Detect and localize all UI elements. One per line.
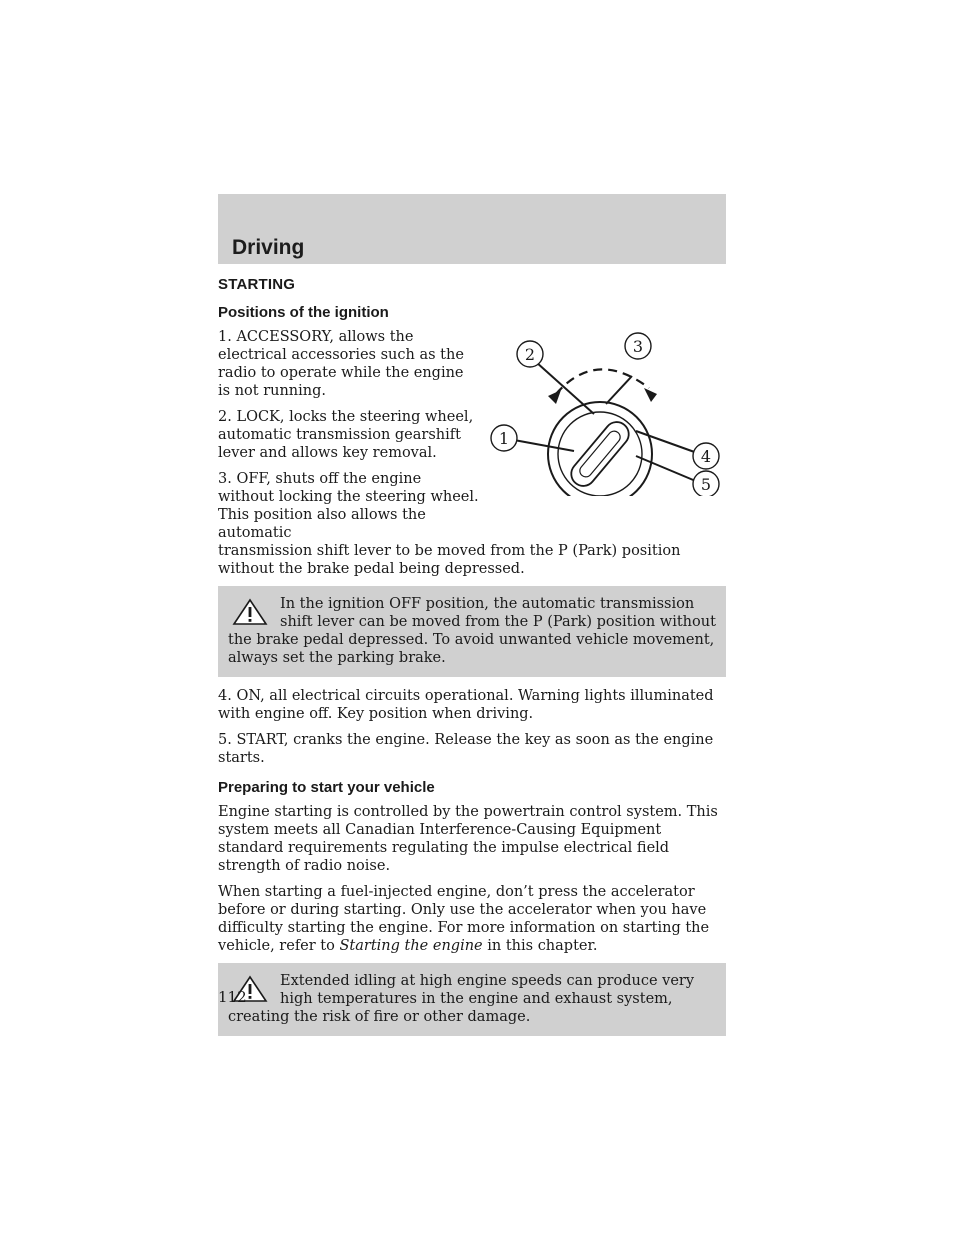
warning-box-ignition-off: [218, 586, 726, 677]
chapter-header-band: [218, 194, 726, 264]
warning-text-idling: Extended idling at high engine speeds can produce very high temperatures in the engine and exhaust system, creating the risk of fire or other damage.: [228, 973, 695, 1025]
subsection-title-ignition: Positions of the ignition: [218, 304, 389, 321]
paragraph-fuel-injected-end: in this chapter.: [487, 938, 598, 954]
item-start: 5. START, cranks the engine. Release the key as soon as the engine starts.: [218, 732, 714, 766]
label-3: [625, 333, 651, 359]
svg-text:3: 3: [632, 337, 644, 356]
subsection-title-preparing: Preparing to start your vehicle: [218, 779, 435, 796]
label-4: [693, 443, 719, 469]
label-5: [693, 471, 719, 496]
leader-line-3: [606, 376, 632, 404]
ignition-diagram-svg: [486, 328, 726, 496]
paragraph-fuel-injected-text: When starting a fuel-injected engine, don’t press the accelerator before or during starting. Only use the accelerator when you have difficulty starting the engine. For more information on starting the vehicle, refer to: [218, 884, 710, 954]
svg-text:1: 1: [498, 429, 510, 448]
chapter-title: Driving: [232, 236, 305, 259]
item-accessory: 1. ACCESSORY, allows the electrical accessories such as the radio to operate while the engine is not running.: [218, 329, 464, 399]
label-2: [517, 341, 543, 367]
item-off-continued: transmission shift lever to be moved from the P (Park) position without the brake pedal being depressed.: [218, 543, 681, 577]
page-content: [218, 276, 726, 1046]
leader-line-2: [536, 362, 594, 414]
svg-text:4: 4: [700, 447, 712, 466]
label-1: [491, 425, 517, 451]
paragraph-fuel-injected: [218, 883, 726, 955]
ignition-diagram: [486, 328, 726, 496]
arc-arrow-left: [548, 390, 561, 404]
svg-text:2: 2: [524, 345, 536, 364]
item-on: 4. ON, all electrical circuits operational. Warning lights illuminated with engine off. Key position when driving.: [218, 688, 714, 722]
item-lock: 2. LOCK, locks the steering wheel, automatic transmission gearshift lever and allows key removal.: [218, 409, 474, 461]
page-number: 112: [218, 988, 247, 1006]
arc-arrow-right: [644, 388, 657, 402]
section-title: STARTING: [218, 276, 296, 293]
paragraph-powertrain: Engine starting is controlled by the powertrain control system. This system meets all Canadian Interference-Causing Equipment standard requirements regulating the impulse electrical field strength of radio noise.: [218, 804, 718, 874]
item-off-first: 3. OFF, shuts off the engine without locking the steering wheel. This position also allows the automatic: [218, 471, 479, 541]
cross-reference-starting-engine: Starting the engine: [339, 938, 483, 954]
warning-triangle-icon: [232, 598, 268, 626]
warning-text-ignition-off: In the ignition OFF position, the automatic transmission shift lever can be moved from the P (Park) position without the brake pedal depressed. To avoid unwanted vehicle movement, always set the parking brake.: [228, 596, 716, 666]
rotation-arc: [556, 369, 649, 394]
warning-box-idling: [218, 963, 726, 1036]
svg-text:5: 5: [700, 475, 712, 494]
